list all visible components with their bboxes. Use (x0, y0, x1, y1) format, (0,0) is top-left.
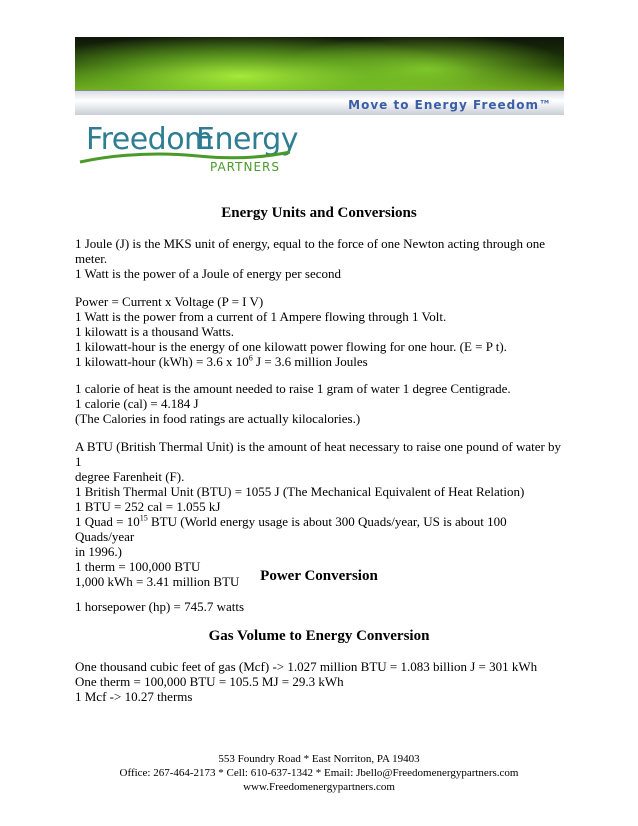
footer-website: www.Freedomenergypartners.com (243, 781, 395, 793)
footer (0, 752, 638, 794)
text-line: in 1996.) (75, 544, 122, 559)
section-calorie (75, 381, 565, 426)
section-btu (75, 439, 565, 589)
page-title: Energy Units and Conversions (221, 205, 417, 221)
text-line: 1 BTU = 252 cal = 1.055 kJ (75, 499, 221, 514)
logo-word-freedom: Freedom (86, 122, 213, 157)
text-line: (The Calories in food ratings are actually kilocalories.) (75, 411, 361, 426)
banner-tagline: Move to Energy Freedom™ (348, 98, 552, 112)
text-line: degree Farenheit (F). (75, 469, 185, 484)
footer-contact: Office: 267-464-2173 * Cell: 610-637-1342 * Email: Jbello@Freedomenergypartners.com (119, 767, 519, 779)
text-line: 1 British Thermal Unit (BTU) = 1055 J (The Mechanical Equivalent of Heat Relation) (75, 484, 525, 499)
kwh-line: 1 kilowatt-hour (kWh) = 3.6 x $10^6$ J = 3.6 million Joules (75, 353, 368, 369)
text-line: 1 kilowatt is a thousand Watts. (75, 324, 235, 339)
banner-glow (75, 37, 564, 97)
footer-address: 553 Foundry Road * East Norriton, PA 19403 (218, 753, 420, 765)
text-line: 1 Joule (J) is the MKS unit of energy, equal to the force of one Newton acting through one (75, 236, 546, 251)
text-line: 1,000 kWh = 3.41 million BTU (75, 574, 240, 589)
text-line: Power = Current x Voltage (P = I V) (75, 294, 264, 309)
text-line: 1 calorie of heat is the amount needed to raise 1 gram of water 1 degree Centigrade. (75, 381, 511, 396)
section-gas (75, 659, 565, 704)
section-power (75, 294, 565, 369)
text-line: 1 calorie (cal) = 4.184 J (75, 396, 199, 411)
text-line: 1 Watt is the power from a current of 1 Ampere flowing through 1 Volt. (75, 309, 447, 324)
text-line: 1 kilowatt-hour is the energy of one kilowatt power flowing for one hour. (E = P t). (75, 339, 507, 354)
text-line: A BTU (British Thermal Unit) is the amount of heat necessary to raise one pound of water by 1 (75, 439, 562, 469)
logo-word-energy: Energy (196, 122, 299, 157)
text-line: One thousand cubic feet of gas (Mcf) -> 1.027 million BTU = 1.083 billion J = 301 kWh (75, 659, 538, 674)
text-line: 1 therm = 100,000 BTU (75, 559, 201, 574)
text-line: meter. (75, 251, 108, 266)
text-line: 1 Watt is the power of a Joule of energy per second (75, 266, 341, 281)
company-logo (78, 118, 308, 178)
section-joule (75, 236, 565, 281)
power-conversion-title: Power Conversion (260, 568, 378, 584)
gas-conversion-title: Gas Volume to Energy Conversion (208, 628, 430, 644)
text-line: One therm = 100,000 BTU = 105.5 MJ = 29.3 kWh (75, 674, 344, 689)
power-conversion-line: 1 horsepower (hp) = 745.7 watts (75, 599, 245, 614)
text-line: 1 Mcf -> 10.27 therms (75, 689, 193, 704)
header-banner (75, 37, 564, 115)
logo-partners: PARTNERS (210, 160, 280, 174)
quad-line: 1 Quad = $10^{15}$ BTU (World energy usage is about 300 Quads/year, US is about 100 Quads/year (75, 513, 507, 544)
